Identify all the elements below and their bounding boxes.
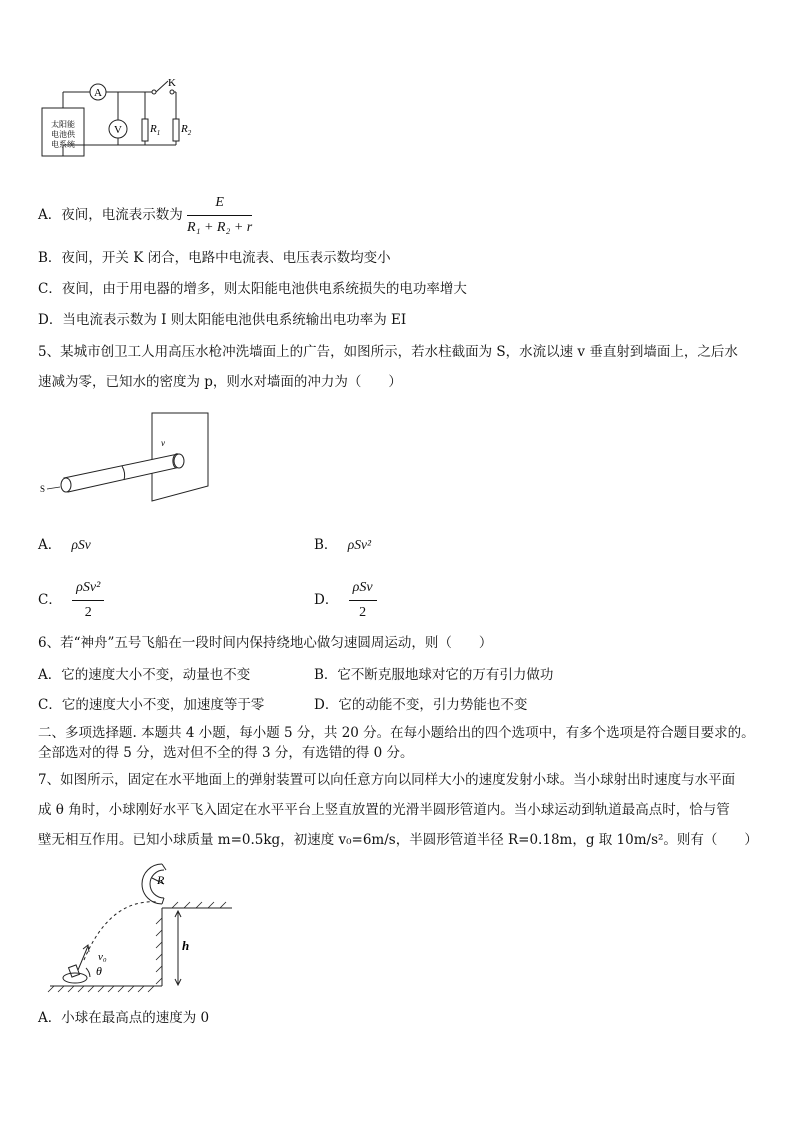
q4-option-a-text: A．夜间，电流表示数为 [38,207,183,223]
switch-label: K [168,77,176,89]
fraction-denominator: 2 [359,605,367,620]
system-label-3: 电系统 [51,140,75,149]
fraction-denominator: 2 [84,605,92,620]
water-jet-figure [38,408,228,503]
q5-stem-line2: 速减为零，已知水的密度为 p，则水对墙面的冲力为（ ） [38,374,402,390]
system-label-1: 太阳能 [51,120,75,129]
q6-option-d: D．它的动能不变，引力势能也不变 [314,697,528,713]
q4-option-b: B．夜间，开关 K 闭合，电路中电流表、电压表示数均变小 [38,250,391,266]
q6-stem: 6、若“神舟”五号飞船在一段时间内保持绕地心做匀速圆周运动，则（ ） [38,635,493,651]
figure-height-label: h [182,938,190,953]
section2-instructions-line1: 二、多项选择题. 本题共 4 小题，每小题 5 分，共 20 分。在每小题给出的四个选项中，有多个选项是符合题目要求的。 [38,725,755,741]
q5-option-c-label: C． [38,592,62,608]
q5-option-b-label: B． [314,537,338,553]
q7-stem-line3: 壁无相互作用。已知小球质量 m=0.5kg，初速度 v₀=6m/s，半圆形管道半径 R=0.18m，g 取 10m/s²。则有（ ） [38,832,758,848]
q6-option-c: C．它的速度大小不变，加速度等于零 [38,697,265,713]
q5-option-b-formula: ρSv² [347,537,371,552]
circuit-diagram [38,75,198,170]
q4-option-d: D．当电流表示数为 I 则太阳能电池供电系统输出电功率为 EI [38,312,407,328]
q5-option-c-fraction [72,578,104,623]
figure-radius-label: R [157,873,165,887]
fraction-numerator: ρSv² [72,578,104,601]
q7-option-a: A．小球在最高点的速度为 0 [38,1010,210,1026]
fraction-numerator: E [187,193,252,216]
fraction-numerator: ρSv [349,578,377,601]
figure-theta-label: θ [96,964,102,978]
q5-option-a-formula: ρSv [71,537,91,552]
q5-option-d-label: D． [314,592,339,608]
q4-option-c: C．夜间，由于用电器的增多，则太阳能电池供电系统损失的电功率增大 [38,281,467,297]
figure-v-label: v [161,438,165,448]
q5-option-a-label: A． [38,537,62,553]
q5-option-d [314,578,377,623]
figure-v0-label: v₀ [98,951,107,963]
r2-label: $R_2$ [181,123,192,137]
q5-option-d-fraction [349,578,377,623]
q7-stem-line2: 成 θ 角时，小球刚好水平飞入固定在水平平台上竖直放置的光滑半圆形管道内。当小球运动到轨道最高点时，恰与管 [38,802,730,818]
projectile-figure [40,858,240,993]
q5-stem-line1: 5、某城市创卫工人用高压水枪冲洗墙面上的广告，如图所示，若水柱截面为 S，水流以速 v 垂直射到墙面上，之后水 [38,344,738,360]
figure-s-label: S [40,484,46,494]
voltmeter-label: V [114,124,122,136]
q5-option-a [38,535,91,555]
r1-label: $R_1$ [150,123,161,137]
q4-option-a-fraction [187,193,252,238]
q6-option-a: A．它的速度大小不变，动量也不变 [38,667,251,683]
q5-option-c [38,578,104,623]
system-label-2: 电池供 [51,130,75,139]
section2-instructions-line2: 全部选对的得 5 分，选对但不全的得 3 分，有选错的得 0 分。 [38,745,414,761]
q5-option-b [314,535,371,555]
q6-option-b: B．它不断克服地球对它的万有引力做功 [314,667,554,683]
q7-stem-line1: 7、如图所示，固定在水平地面上的弹射装置可以向任意方向以同样大小的速度发射小球。当小球射出时速度与水平面 [38,772,736,788]
fraction-denominator: R₁ + R₂ + r [187,220,253,235]
q4-option-a [38,193,252,238]
ammeter-label: A [94,87,102,99]
